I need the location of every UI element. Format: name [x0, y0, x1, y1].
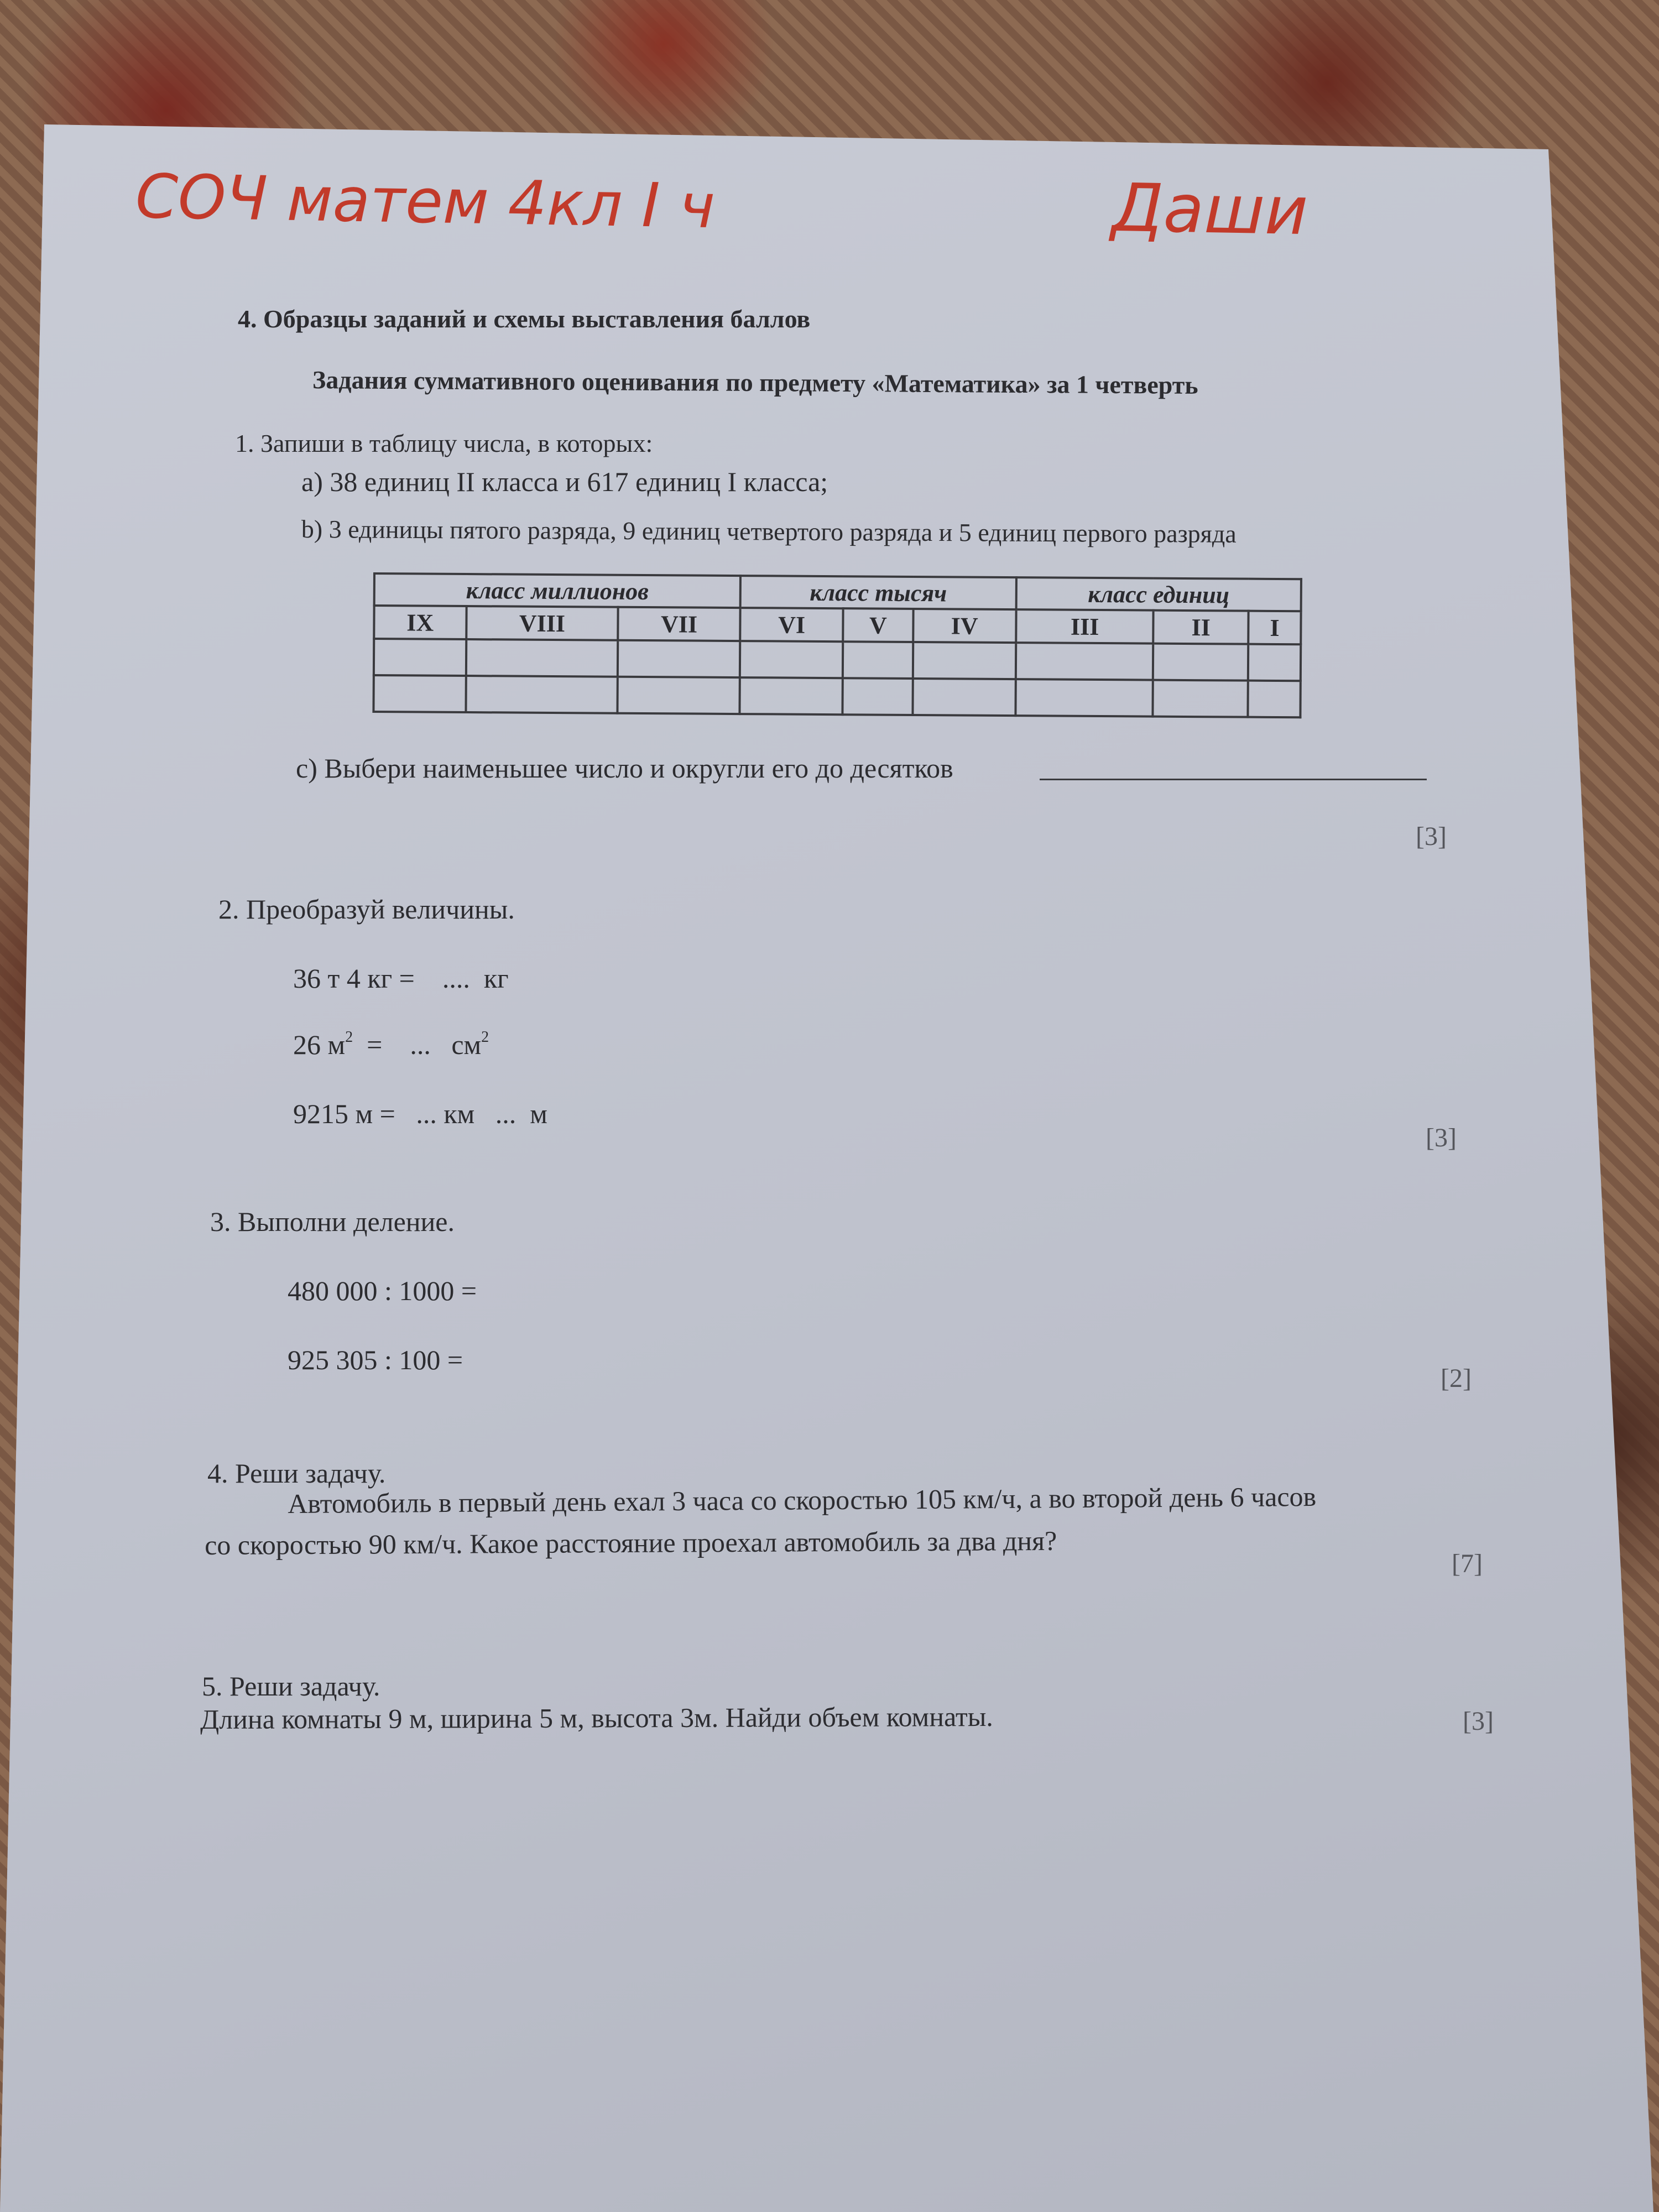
task2-title: 2. Преобразуй величины. [218, 894, 515, 925]
rank-header: IV [913, 609, 1016, 643]
answer-row [374, 639, 1301, 681]
task4-line1: Автомобиль в первый день ехал 3 часа со скоростью 105 км/ч, а во второй день 6 часов [288, 1481, 1317, 1519]
answer-cell[interactable] [466, 639, 618, 677]
task2-line1: 36 т 4 кг = .... кг [293, 963, 509, 994]
answer-cell[interactable] [1016, 643, 1154, 680]
task2-line2-sup: 2 [345, 1029, 353, 1046]
task1-title: 1. Запиши в таблицу числа, в которых: [235, 429, 653, 457]
task5-title: 5. Реши задачу. [202, 1671, 380, 1702]
task3-title: 3. Выполни деление. [210, 1206, 455, 1237]
answer-cell[interactable] [740, 641, 843, 678]
answer-cell[interactable] [912, 679, 1016, 716]
task4-score: [7] [1452, 1549, 1483, 1578]
answer-cell[interactable] [373, 675, 466, 712]
answer-cell[interactable] [1153, 644, 1248, 681]
handwritten-name: Даши [1110, 169, 1309, 251]
task3-line2: 925 305 : 100 = [288, 1344, 463, 1375]
answer-cell[interactable] [618, 677, 740, 714]
answer-cell[interactable] [843, 641, 912, 679]
task2-score: [3] [1426, 1123, 1457, 1152]
answer-cell[interactable] [843, 678, 912, 715]
task5-score: [3] [1463, 1707, 1494, 1736]
answer-cell[interactable] [466, 676, 618, 713]
task2-line3: 9215 м = ... км ... м [293, 1098, 547, 1129]
rank-header: VIII [466, 606, 618, 640]
answer-cell[interactable] [1153, 680, 1248, 717]
answer-line[interactable] [1040, 779, 1427, 780]
answer-cell[interactable] [1248, 681, 1301, 718]
class-units-header: класс единиц [1016, 577, 1301, 611]
answer-cell[interactable] [374, 639, 466, 676]
task4-line2: со скоростью 90 км/ч. Какое расстояние проехал автомобиль за два дня? [205, 1525, 1057, 1561]
answer-cell[interactable] [1015, 679, 1153, 717]
section-heading: 4. Образцы заданий и схемы выставления баллов [238, 305, 811, 333]
rank-header: II [1154, 611, 1249, 644]
answer-cell[interactable] [739, 677, 843, 714]
answer-cell[interactable] [1248, 644, 1301, 681]
class-thousands-header: класс тысяч [740, 576, 1016, 609]
answer-cell[interactable] [912, 642, 1016, 679]
task2-line2 [293, 1029, 489, 1061]
class-millions-header: класс миллионов [374, 573, 740, 608]
rank-header: V [843, 608, 913, 642]
task4-title: 4. Реши задачу. [207, 1458, 386, 1489]
task3-score: [2] [1441, 1364, 1472, 1393]
task3-line1: 480 000 : 1000 = [288, 1275, 477, 1306]
answer-row [373, 675, 1300, 717]
task1-item-a: a) 38 единиц II класса и 617 единиц I класса; [301, 466, 828, 497]
task5-line1: Длина комнаты 9 м, ширина 5 м, высота 3м. Найди объем комнаты. [200, 1700, 993, 1735]
rank-header: VII [618, 607, 740, 641]
page-subtitle: Задания суммативного оценивания по предмету «Математика» за 1 четверть [312, 366, 1198, 399]
handwritten-label: СОЧ матем 4кл I ч [134, 160, 716, 242]
task1-score: [3] [1416, 822, 1447, 851]
task1-item-c: c) Выбери наименьшее число и округли его до десятков [296, 753, 953, 784]
place-value-table [372, 572, 1302, 718]
rank-header: III [1016, 609, 1154, 644]
task2-line2-mid: = ... см [353, 1029, 482, 1060]
task2-line2-left: 26 м [293, 1029, 346, 1060]
task1-item-b: b) 3 единицы пятого разряда, 9 единиц четвертого разряда и 5 единиц первого разряда [301, 515, 1237, 548]
rank-header: IX [374, 606, 466, 639]
rank-header: I [1248, 611, 1301, 645]
rank-header: VI [740, 608, 843, 641]
task2-line2-sup2: 2 [481, 1029, 489, 1046]
answer-cell[interactable] [618, 640, 740, 677]
